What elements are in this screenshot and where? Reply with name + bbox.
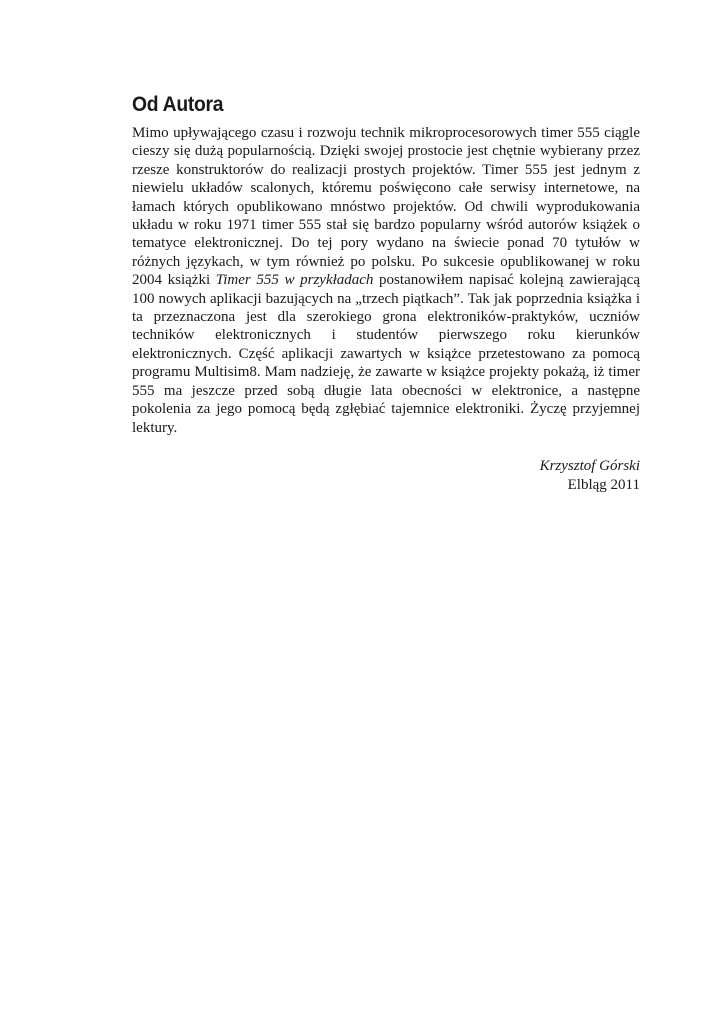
- book-title: Timer 555 w przykładach: [215, 272, 374, 289]
- page-content: [132, 92, 640, 495]
- section-heading: Od Autora: [132, 93, 224, 116]
- place-date: Elbląg 2011: [567, 477, 640, 494]
- paragraph-part-2: postanowiłem napisać kolejną zawierającą 100 nowych aplikacji bazujących na „trzech piątkach”. Tak jak poprzednia książka i ta przeznaczona jest dla szerokiego grona elektroników-praktyków, uczniów techników elektronicznych i studentów pierwszego roku kierunków elektronicznych. Część aplikacji zawartych w książce przetestowano za pomocą programu Multisim8. Mam nadzieję, że zawarte w książce projekty pokażą, iż timer 555 ma jeszcze przed sobą długie lata obecności w elektronice, a następne pokolenia za jego pomocą będą zgłębiać tajemnice elektroniki. Życzę przyjemnej lektury.: [132, 272, 640, 436]
- paragraph-part-1: Mimo upływającego czasu i rozwoju technik mikroprocesorowych timer 555 ciągle cieszy się dużą popularnością. Dzięki swojej prostocie jest chętnie wybierany przez rzesze konstruktorów do realizacji prostych projektów. Timer 555 jest jednym z niewielu układów scalonych, któremu poświęcono całe serwisy internetowe, na łamach których opublikowano mnóstwo projektów. Od chwili wyprodukowania układu w roku 1971 timer 555 stał się bardzo popularny wśród autorów książek o tematyce elektronicznej. Do tej pory wydano na świecie ponad 70 tytułów w różnych językach, w tym również po polsku. Po sukcesie opublikowanej w roku 2004 książki: [132, 125, 640, 289]
- preface-paragraph: [132, 124, 640, 437]
- signature-block: [132, 457, 640, 495]
- author-name: Krzysztof Górski: [539, 457, 640, 474]
